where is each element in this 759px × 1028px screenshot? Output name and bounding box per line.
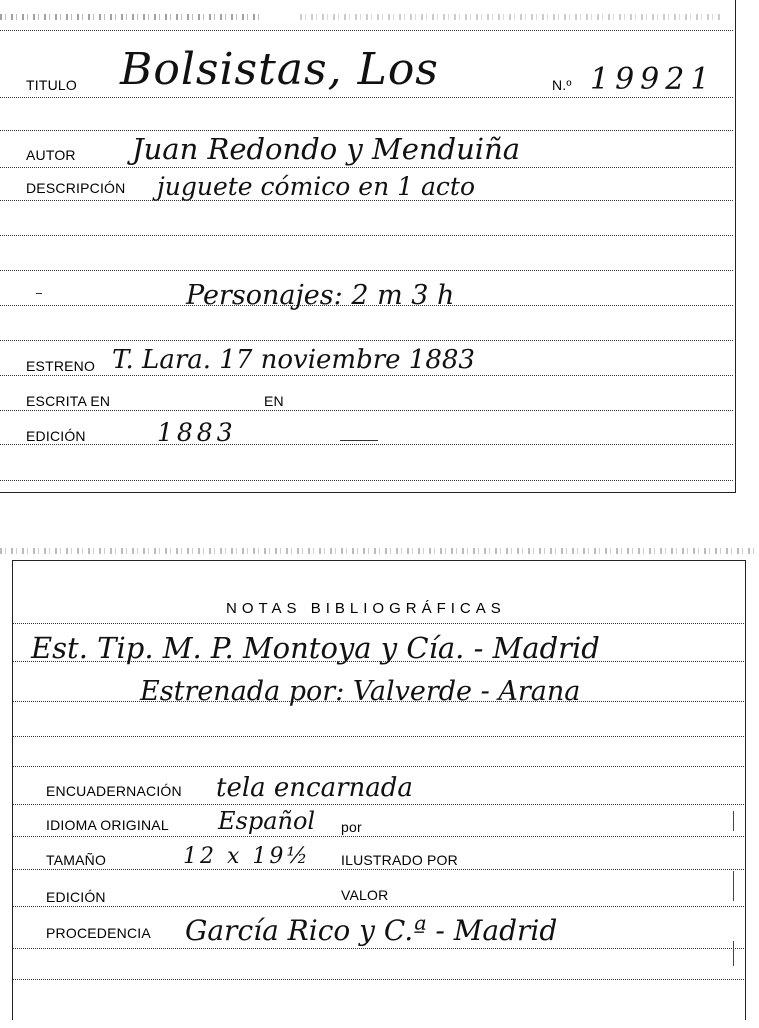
margin-mark <box>733 941 734 966</box>
por-label: por <box>341 819 362 835</box>
card-rule <box>0 375 733 376</box>
card-rule <box>0 340 733 341</box>
descripcion-label: DESCRIPCIÓN <box>26 180 126 196</box>
estreno-value: T. Lara. 17 noviembre 1883 <box>112 345 475 375</box>
catalog-card-back <box>12 560 746 1020</box>
numero-value: 19921 <box>590 62 716 97</box>
card-rule <box>13 979 744 980</box>
card-rule <box>0 444 733 445</box>
descripcion-value: juguete cómico en 1 acto <box>157 172 475 201</box>
card-rule <box>0 167 733 168</box>
notas-line-1: Est. Tip. M. P. Montoya y Cía. - Madrid <box>31 631 600 665</box>
stray-mark <box>36 293 42 294</box>
card-rule <box>13 804 744 805</box>
tamano-label: TAMAÑO <box>46 852 107 868</box>
en-label: EN <box>264 393 284 409</box>
encuadernacion-value: tela encarnada <box>216 773 413 803</box>
titulo-value: Bolsistas, Los <box>120 44 439 95</box>
scan-noise <box>300 14 720 20</box>
card-rule <box>0 410 733 411</box>
escrita-en-label: ESCRITA EN <box>26 393 111 409</box>
procedencia-label: PROCEDENCIA <box>46 925 151 941</box>
card-rule <box>0 97 733 98</box>
scan-noise <box>0 548 759 554</box>
notas-line-2: Estrenada por: Valverde - Arana <box>140 676 581 707</box>
titulo-label: TITULO <box>26 77 77 93</box>
personajes-value: Personajes: 2 m 3 h <box>186 280 455 311</box>
autor-label: AUTOR <box>26 147 76 163</box>
card-rule <box>0 480 733 481</box>
card-rule <box>13 623 744 624</box>
card-rule <box>13 736 744 737</box>
idioma-original-value: Español <box>218 807 316 835</box>
stray-mark <box>340 440 378 441</box>
numero-label: N.º <box>552 77 572 93</box>
card-rule <box>13 906 744 907</box>
card-rule <box>0 130 733 131</box>
procedencia-value: García Rico y C.ª - Madrid <box>185 914 558 947</box>
card-rule <box>0 30 733 31</box>
margin-mark <box>733 871 734 901</box>
card-rule <box>0 235 733 236</box>
encuadernacion-label: ENCUADERNACIÓN <box>46 783 182 799</box>
edicion-back-label: EDICIÓN <box>46 889 106 905</box>
autor-value: Juan Redondo y Menduiña <box>132 132 521 166</box>
ilustrado-por-label: ILUSTRADO POR <box>341 852 458 868</box>
card-rule <box>13 869 744 870</box>
notas-heading: NOTAS BIBLIOGRÁFICAS <box>226 600 506 617</box>
card-rule <box>13 836 744 837</box>
estreno-label: ESTRENO <box>26 358 96 374</box>
edicion-value: 1883 <box>157 418 237 447</box>
valor-label: VALOR <box>341 887 389 903</box>
card-rule <box>0 270 733 271</box>
tamano-value: 12 x 19½ <box>183 844 311 869</box>
margin-mark <box>733 811 734 831</box>
edicion-label: EDICIÓN <box>26 428 86 444</box>
catalog-card-front <box>0 0 736 493</box>
card-rule <box>13 766 744 767</box>
card-rule <box>13 948 744 949</box>
scan-noise <box>0 14 260 20</box>
idioma-original-label: IDIOMA ORIGINAL <box>46 817 169 833</box>
